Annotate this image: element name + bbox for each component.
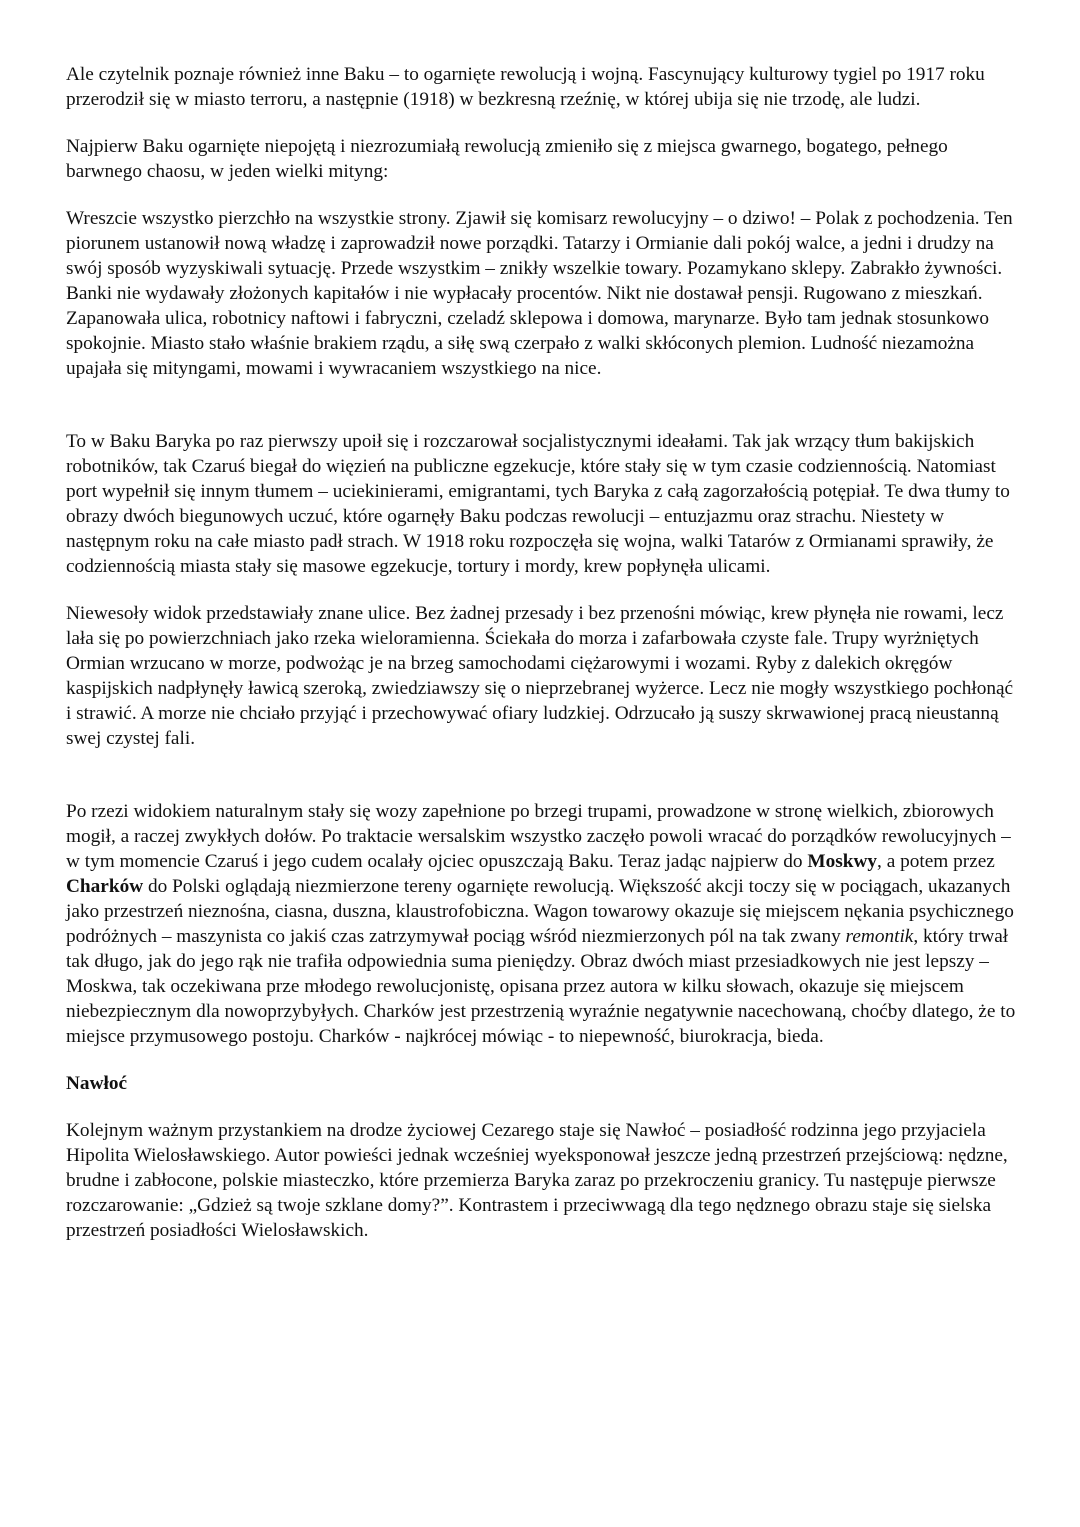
section-heading-nawloc: Nawłoć	[66, 1073, 128, 1094]
text-segment: , który trwał tak długo, jak do jego rąk nie trafiła odpowiednia suma pieniędzy. Obraz dwóch miast przesiadkowych nie jest lepszy – Moskwa, tak oczekiwana prze młodego rewolucjonistę, opisana przez autora w kilku słowach, okazuje się miejscem niebezpiecznym dla nowoprzybyłych. Charków jest przestrzenią wyraźnie negatywnie nacechowaną, choćby dlatego, że to miejsce przymusowego postoju. Charków - najkrócej mówiąc - to niepewność, biurokracja, bieda.	[66, 926, 1016, 1047]
paragraph-after-massacre	[66, 799, 1021, 1049]
bold-moskwy: Moskwy	[807, 851, 878, 872]
italic-remontik: remontik	[845, 926, 914, 947]
paragraph-revolution: Najpierw Baku ogarnięte niepojętą i niezrozumiałą rewolucją zmieniło się z miejsca gwarnego, bogatego, pełnego barwnego chaosu, w jeden wielki mityng:	[66, 136, 948, 182]
text-segment: do Polski oglądają niezmierzone tereny ogarnięte rewolucją. Większość akcji toczy się w pociągach, ukazanych jako przestrzeń nieznośna, ciasna, duszna, klaustrofobiczna. Wagon towarowy okazuje się miejscem nękania psychicznego podróżnych – maszynista co jakiś czas zatrzymywał pociąg wśród niezmierzonych pól na tak zwany	[66, 876, 1014, 947]
paragraph-intro: Ale czytelnik poznaje również inne Baku – to ogarnięte rewolucją i wojną. Fascynujący kulturowy tygiel po 1917 roku przerodził się w miasto terroru, a następnie (1918) w bezkresną rzeźnię, w której ubija się nie trzodę, ale ludzi.	[66, 64, 985, 110]
text-segment: , a potem przez	[877, 851, 995, 872]
text-segment: Po rzezi widokiem naturalnym stały się wozy zapełnione po brzegi trupami, prowadzone w stronę wielkich, zbiorowych mogił, a raczej zwykłych dołów. Po traktacie wersalskim wszystko zaczęło powoli wracać do porządków rewolucyjnych – w tym momencie Czaruś i jego cudem ocalały ojciec opuszczają Baku. Teraz jadąc najpierw do	[66, 801, 1011, 872]
paragraph-baryka-baku: To w Baku Baryka po raz pierwszy upoił się i rozczarował socjalistycznymi ideałami. Tak jak wrzący tłum bakijskich robotników, tak Czaruś biegał do więzień na publiczne egzekucje, które stały się w tym czasie codziennością. Natomiast port wypełnił się innym tłumem – uciekinierami, emigrantami, tych Baryka z całą zagorzałością potępiał. Te dwa tłumy to obrazy dwóch biegunowych uczuć, które ogarnęły Baku podczas rewolucji – entuzjazmu oraz strachu. Niestety w następnym roku na całe miasto padł strach. W 1918 roku rozpoczęła się wojna, walki Tatarów z Ormianami sprawiły, że codziennością miasta stały się masowe egzekucje, tortury i mordy, krew popłynęła ulicami.	[66, 431, 1010, 577]
bold-charkow: Charków	[66, 876, 144, 897]
quote-blood-streets: Niewesoły widok przedstawiały znane ulice. Bez żadnej przesady i bez przenośni mówiąc, krew płynęła nie rowami, lecz lała się po powierzchniach jako rzeka wieloramienna. Ściekała do morza i zafarbowała czyste fale. Trupy wyrżniętych Ormian wrzucano w morze, podwożąc je na brzeg samochodami ciężarowymi i wozami. Ryby z dalekich okręgów kaspijskich nadpłynęły ławicą szeroką, zwiedziawszy się o nieprzebranej wyżerce. Lecz nie mogły wszystkiego pochłonąć i strawić. A morze nie chciało przyjąć i przechowywać ofiary ludzkiej. Odrzucało ją suszy skrwawionej pracą nieustanną swej czystej fali.	[66, 603, 1014, 749]
paragraph-nawloc: Kolejnym ważnym przystankiem na drodze życiowej Cezarego staje się Nawłoć – posiadłość rodzinna jego przyjaciela Hipolita Wielosławskiego. Autor powieści jednak wcześniej wyeksponował jeszcze jedną przestrzeń przejściową: nędzne, brudne i zabłocone, polskie miasteczko, które przemierza Baryka zaraz po przekroczeniu granicy. Tu następuje pierwsze rozczarowanie: „Gdzież są twoje szklane domy?”. Kontrastem i przeciwwagą dla tego nędznego obrazu staje się sielska przestrzeń posiadłości Wielosławskich.	[66, 1120, 1008, 1241]
document-page	[66, 62, 1021, 1243]
quote-commissar: Wreszcie wszystko pierzchło na wszystkie strony. Zjawił się komisarz rewolucyjny – o dziwo! – Polak z pochodzenia. Ten piorunem ustanowił nową władzę i zaprowadził nowe porządki. Tatarzy i Ormianie dali pokój walce, a jedni i drudzy na swój sposób wyzyskiwali sytuację. Przede wszystkim – znikły wszelkie towary. Pozamykano sklepy. Zabrakło żywności. Banki nie wydawały złożonych kapitałów i nie wypłacały procentów. Nikt nie dostawał pensji. Rugowano z mieszkań. Zapanowała ulica, robotnicy naftowi i fabryczni, czeladź sklepowa i domowa, marynarze. Było tam jednak stosunkowo spokojnie. Miasto stało właśnie brakiem rządu, a siłę swą czerpało z walki skłóconych plemion. Ludność niezamożna upajała się mityngami, mowami i wywracaniem wszystkiego na nice.	[66, 208, 1013, 379]
